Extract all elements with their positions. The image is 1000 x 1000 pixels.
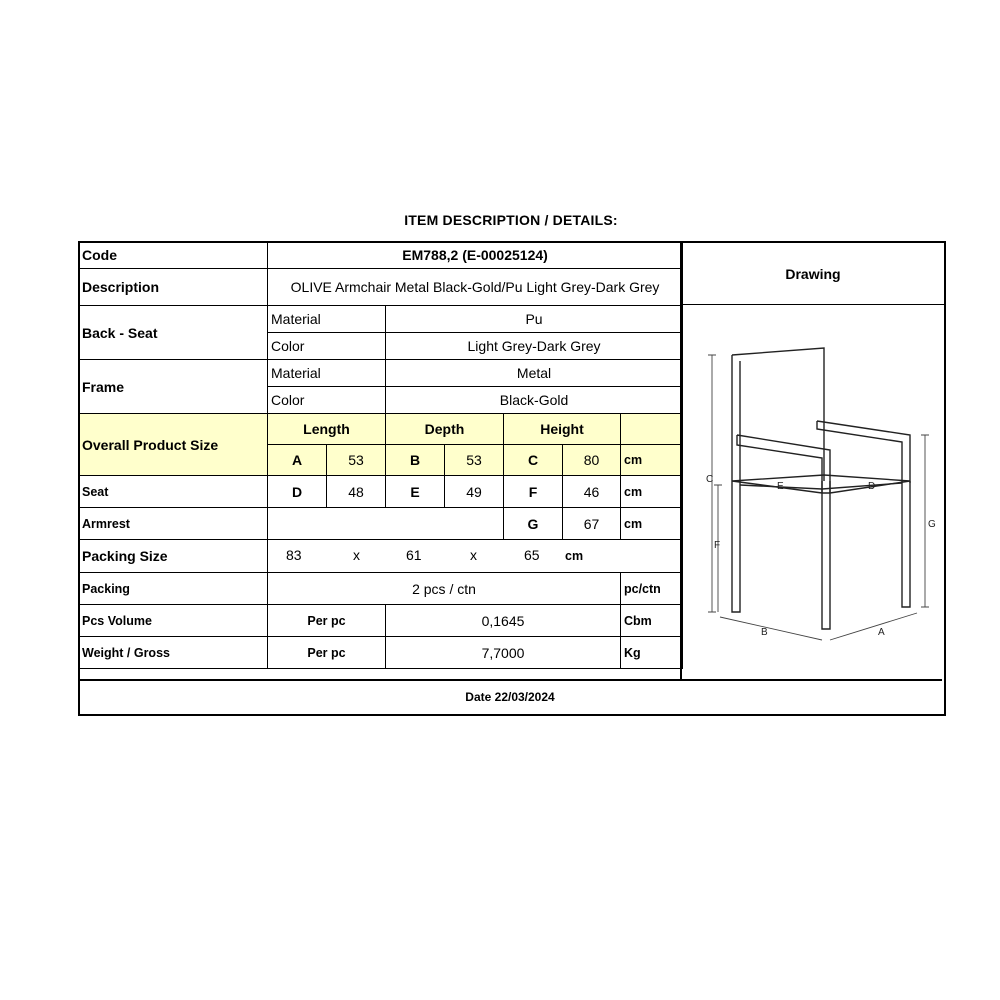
row-overall-size-headers (79, 414, 683, 445)
row-pcs-volume (79, 605, 683, 637)
dim-label-b: B (761, 627, 768, 638)
height-header: Height (504, 414, 621, 445)
e-value: 49 (445, 476, 504, 508)
d-value: 48 (327, 476, 386, 508)
pcs-volume-value: 0,1645 (386, 605, 621, 637)
row-code (79, 242, 683, 269)
row-packing (79, 573, 683, 605)
b-label: B (386, 445, 445, 476)
packing-size-values (268, 540, 683, 573)
spec-sheet (78, 241, 944, 714)
back-seat-label: Back - Seat (79, 306, 268, 360)
packing-length: 83 (286, 547, 302, 563)
packing-width: 61 (406, 547, 422, 563)
row-weight (79, 637, 683, 669)
back-seat-color-value: Light Grey-Dark Grey (386, 333, 683, 360)
chair-frame (732, 348, 910, 629)
overall-unit: cm (621, 445, 683, 476)
packing-label: Packing (79, 573, 268, 605)
d-label: D (268, 476, 327, 508)
pcs-volume-unit: Cbm (621, 605, 683, 637)
back-seat-material-label: Material (268, 306, 386, 333)
description-value: OLIVE Armchair Metal Black-Gold/Pu Light Grey-Dark Grey (268, 269, 683, 306)
dim-label-g: G (928, 519, 936, 530)
drawing-panel (680, 241, 944, 679)
weight-label: Weight / Gross (79, 637, 268, 669)
unit-header-empty (621, 414, 683, 445)
row-packing-size (79, 540, 683, 573)
pcs-volume-per: Per pc (268, 605, 386, 637)
a-value: 53 (327, 445, 386, 476)
page-title: ITEM DESCRIPTION / DETAILS: (404, 212, 618, 228)
g-value: 67 (563, 508, 621, 540)
packing-size-unit: cm (565, 549, 584, 563)
dim-label-f: F (714, 540, 721, 551)
drawing-title: Drawing (682, 241, 944, 305)
code-label: Code (79, 242, 268, 269)
chair-drawing (682, 305, 944, 679)
code-value: EM788,2 (E-00025124) (268, 242, 683, 269)
packing-x2: x (470, 547, 477, 563)
b-value: 53 (445, 445, 504, 476)
c-value: 80 (563, 445, 621, 476)
dim-label-c: C (706, 474, 714, 485)
frame-material-label: Material (268, 360, 386, 387)
row-back-seat-material (79, 306, 683, 333)
e-label: E (386, 476, 445, 508)
back-seat-material-value: Pu (386, 306, 683, 333)
spec-table (78, 241, 683, 669)
packing-unit: pc/ctn (621, 573, 683, 605)
packing-value: 2 pcs / ctn (268, 573, 621, 605)
dimension-lines (708, 355, 929, 640)
description-label: Description (79, 269, 268, 306)
seat-unit: cm (621, 476, 683, 508)
packing-height: 65 (524, 547, 540, 563)
armrest-label: Armrest (79, 508, 268, 540)
frame-label: Frame (79, 360, 268, 414)
packing-x1: x (353, 547, 360, 563)
seat-label: Seat (79, 476, 268, 508)
pcs-volume-label: Pcs Volume (79, 605, 268, 637)
overall-size-label: Overall Product Size (79, 414, 268, 476)
depth-header: Depth (386, 414, 504, 445)
packing-size-label: Packing Size (79, 540, 268, 573)
back-seat-color-label: Color (268, 333, 386, 360)
frame-material-value: Metal (386, 360, 683, 387)
c-label: C (504, 445, 563, 476)
frame-color-value: Black-Gold (386, 387, 683, 414)
weight-unit: Kg (621, 637, 683, 669)
armrest-empty (268, 508, 504, 540)
row-frame-material (79, 360, 683, 387)
g-label: G (504, 508, 563, 540)
dim-label-a: A (878, 627, 885, 638)
f-label: F (504, 476, 563, 508)
dim-label-d: D (868, 481, 876, 492)
length-header: Length (268, 414, 386, 445)
date-footer: Date 22/03/2024 (78, 679, 942, 714)
row-seat (79, 476, 683, 508)
row-description (79, 269, 683, 306)
row-armrest (79, 508, 683, 540)
frame-color-label: Color (268, 387, 386, 414)
weight-per: Per pc (268, 637, 386, 669)
armrest-unit: cm (621, 508, 683, 540)
dim-label-e: E (777, 481, 784, 492)
weight-value: 7,7000 (386, 637, 621, 669)
a-label: A (268, 445, 327, 476)
f-value: 46 (563, 476, 621, 508)
